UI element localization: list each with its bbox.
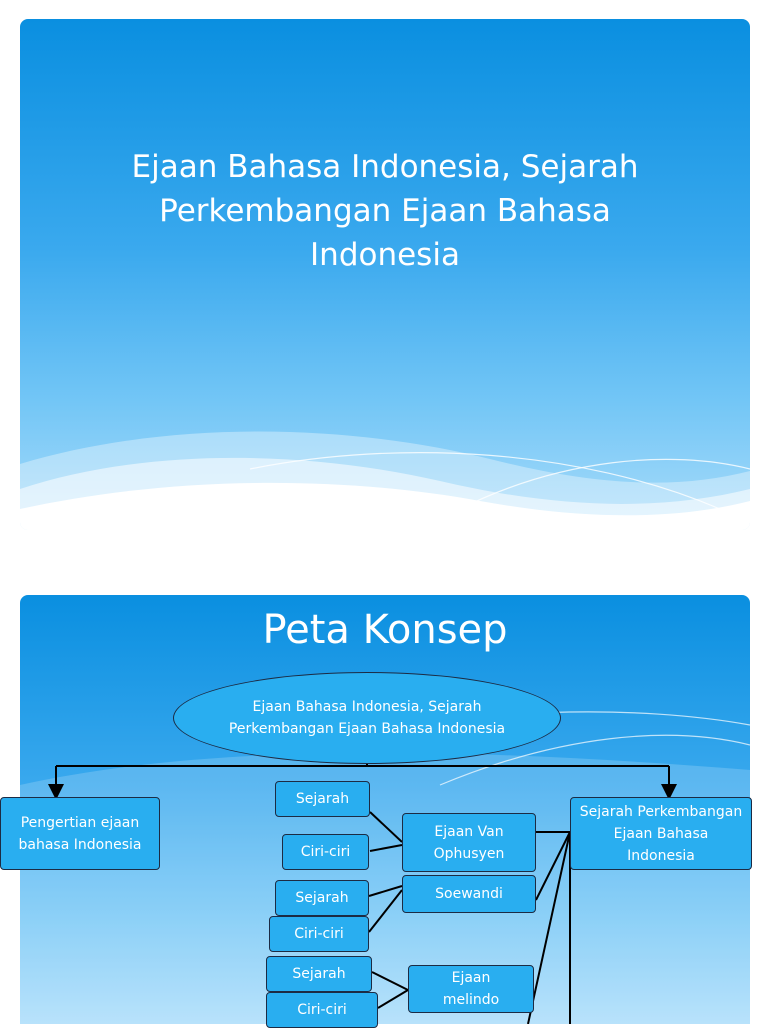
root-node: Ejaan Bahasa Indonesia, Sejarah Perkembangan Ejaan Bahasa Indonesia — [173, 672, 561, 764]
era2-sejarah-node: Sejarah — [275, 880, 369, 916]
era1-ciri-node: Ciri-ciri — [282, 834, 369, 870]
title-slide — [20, 19, 750, 530]
era1-sejarah-node: Sejarah — [275, 781, 370, 817]
era1-node: Ejaan Van Ophusyen — [402, 813, 536, 872]
era3-sejarah-node: Sejarah — [266, 956, 372, 992]
left-node: Pengertian ejaan bahasa Indonesia — [0, 797, 160, 870]
slide-title: Peta Konsep — [262, 607, 508, 653]
era3-ciri-node: Ciri-ciri — [266, 992, 378, 1028]
slide-title: Ejaan Bahasa Indonesia, Sejarah Perkembangan Ejaan Bahasa Indonesia — [131, 149, 639, 273]
right-node: Sejarah Perkembangan Ejaan Bahasa Indonesia — [570, 797, 752, 870]
era2-node: Soewandi — [402, 875, 536, 913]
era3-node: Ejaan melindo — [408, 965, 534, 1013]
era2-ciri-node: Ciri-ciri — [269, 916, 369, 952]
